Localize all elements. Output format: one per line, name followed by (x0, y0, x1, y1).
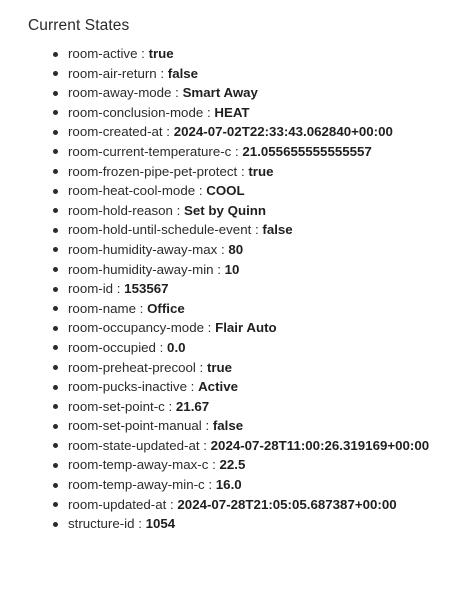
bullet-icon (53, 404, 58, 409)
state-key: room-name (68, 300, 136, 316)
state-value: false (212, 418, 244, 434)
bullet-icon (53, 385, 58, 390)
bullet-icon (53, 247, 58, 252)
bullet-icon (53, 365, 58, 370)
state-item (52, 201, 432, 221)
state-separator: : (137, 46, 149, 61)
bullet-icon (53, 326, 58, 331)
bullet-icon (53, 189, 58, 194)
state-item (52, 162, 432, 182)
bullet-icon (53, 345, 58, 350)
state-item (52, 220, 432, 240)
state-separator: : (156, 65, 168, 81)
state-value: Office (147, 300, 185, 316)
state-separator: : (203, 104, 215, 120)
state-value: HEAT (214, 104, 250, 120)
state-value: 21.67 (175, 398, 210, 414)
state-key: room-humidity-away-max (68, 241, 218, 257)
state-separator: : (213, 261, 225, 277)
state-item (52, 455, 432, 475)
state-value: 16.0 (215, 477, 242, 493)
state-item (52, 122, 432, 142)
bullet-icon (53, 443, 58, 448)
state-key: room-occupancy-mode (68, 320, 204, 336)
state-value: Set by Quinn (184, 202, 267, 218)
state-item (52, 338, 432, 358)
state-separator: : (208, 457, 220, 473)
state-value: 153567 (124, 281, 169, 297)
state-key: room-set-point-manual (68, 418, 202, 434)
state-item (52, 475, 432, 495)
state-key: room-updated-at (68, 496, 167, 512)
state-separator: : (162, 124, 174, 140)
state-item (52, 240, 432, 260)
state-separator: : (231, 143, 243, 159)
state-value: 2024-07-28T21:05:05.687387+00:00 (177, 496, 397, 512)
state-value: 80 (228, 241, 244, 257)
state-value: false (167, 65, 199, 81)
state-value: true (248, 163, 274, 179)
state-key: room-pucks-inactive (68, 379, 187, 395)
state-value: false (262, 222, 293, 238)
state-separator: : (171, 85, 183, 101)
state-item (52, 83, 432, 103)
state-item (52, 416, 432, 436)
state-separator: : (195, 359, 207, 375)
state-item (52, 44, 432, 64)
state-separator: : (199, 437, 211, 453)
state-value: 2024-07-28T11:00:26.319169+00:00 (210, 437, 430, 453)
state-separator: : (201, 418, 213, 434)
state-item (52, 397, 432, 417)
state-separator: : (113, 281, 125, 297)
state-item (52, 260, 432, 280)
state-separator: : (155, 339, 168, 355)
state-key: room-active (68, 46, 138, 61)
state-value: 10 (224, 261, 240, 277)
state-key: room-humidity-away-min (68, 261, 214, 277)
state-value: Flair Auto (215, 320, 277, 336)
state-separator: : (186, 379, 199, 395)
bullet-icon (53, 424, 58, 429)
state-item (52, 181, 432, 201)
state-key: room-temp-away-min-c (68, 477, 205, 493)
state-item (52, 495, 432, 515)
bullet-icon (53, 267, 58, 272)
state-key: room-heat-cool-mode (68, 183, 196, 199)
bullet-icon (53, 91, 58, 96)
bullet-icon (53, 71, 58, 76)
state-key: structure-id (68, 516, 135, 532)
state-value: 0.0 (167, 339, 186, 355)
state-key: room-hold-until-schedule-event (68, 222, 252, 238)
state-value: COOL (206, 183, 245, 199)
state-value: 22.5 (219, 457, 246, 473)
state-separator: : (166, 496, 178, 512)
state-key: room-preheat-precool (68, 359, 196, 375)
state-value: true (148, 46, 174, 61)
state-value: Smart Away (182, 85, 258, 101)
state-item (52, 299, 432, 319)
bullet-icon (53, 130, 58, 135)
state-item (52, 377, 432, 397)
state-value: 1054 (145, 516, 176, 532)
state-value: 21.055655555555557 (242, 143, 372, 159)
state-key: room-occupied (68, 339, 156, 355)
state-key: room-state-updated-at (68, 437, 200, 453)
state-key: room-conclusion-mode (68, 104, 204, 120)
current-states-title: Current States (28, 17, 130, 34)
state-item (52, 103, 432, 123)
state-separator: : (172, 202, 185, 218)
state-separator: : (217, 241, 229, 257)
state-key: room-hold-reason (68, 202, 173, 218)
bullet-icon (53, 208, 58, 213)
state-separator: : (164, 398, 176, 414)
state-item (52, 436, 432, 456)
state-item (52, 318, 432, 338)
state-separator: : (237, 163, 249, 179)
bullet-icon (53, 52, 58, 57)
bullet-icon (53, 287, 58, 292)
state-key: room-set-point-c (68, 398, 165, 414)
bullet-icon (53, 483, 58, 488)
state-separator: : (134, 516, 146, 532)
bullet-icon (53, 149, 58, 154)
state-key: room-frozen-pipe-pet-protect (68, 163, 238, 179)
bullet-icon (53, 522, 58, 527)
state-key: room-away-mode (68, 85, 172, 101)
bullet-icon (53, 502, 58, 507)
current-states-list (52, 44, 432, 534)
state-key: room-air-return (68, 65, 157, 81)
state-item (52, 514, 432, 534)
state-item (52, 142, 432, 162)
bullet-icon (53, 463, 58, 468)
state-key: room-created-at (68, 124, 163, 140)
state-key: room-current-temperature-c (68, 143, 232, 159)
state-key: room-id (68, 281, 114, 297)
state-separator: : (203, 320, 216, 336)
state-separator: : (251, 222, 263, 238)
state-separator: : (195, 183, 207, 199)
bullet-icon (53, 306, 58, 311)
state-item (52, 64, 432, 84)
bullet-icon (53, 228, 58, 233)
state-item (52, 358, 432, 378)
state-item (52, 279, 432, 299)
state-value: 2024-07-02T22:33:43.062840+00:00 (173, 124, 393, 140)
state-key: room-temp-away-max-c (68, 457, 209, 473)
state-separator: : (135, 300, 148, 316)
bullet-icon (53, 110, 58, 115)
state-value: Active (198, 379, 238, 395)
bullet-icon (53, 169, 58, 174)
state-value: true (206, 359, 233, 375)
state-separator: : (204, 477, 216, 493)
